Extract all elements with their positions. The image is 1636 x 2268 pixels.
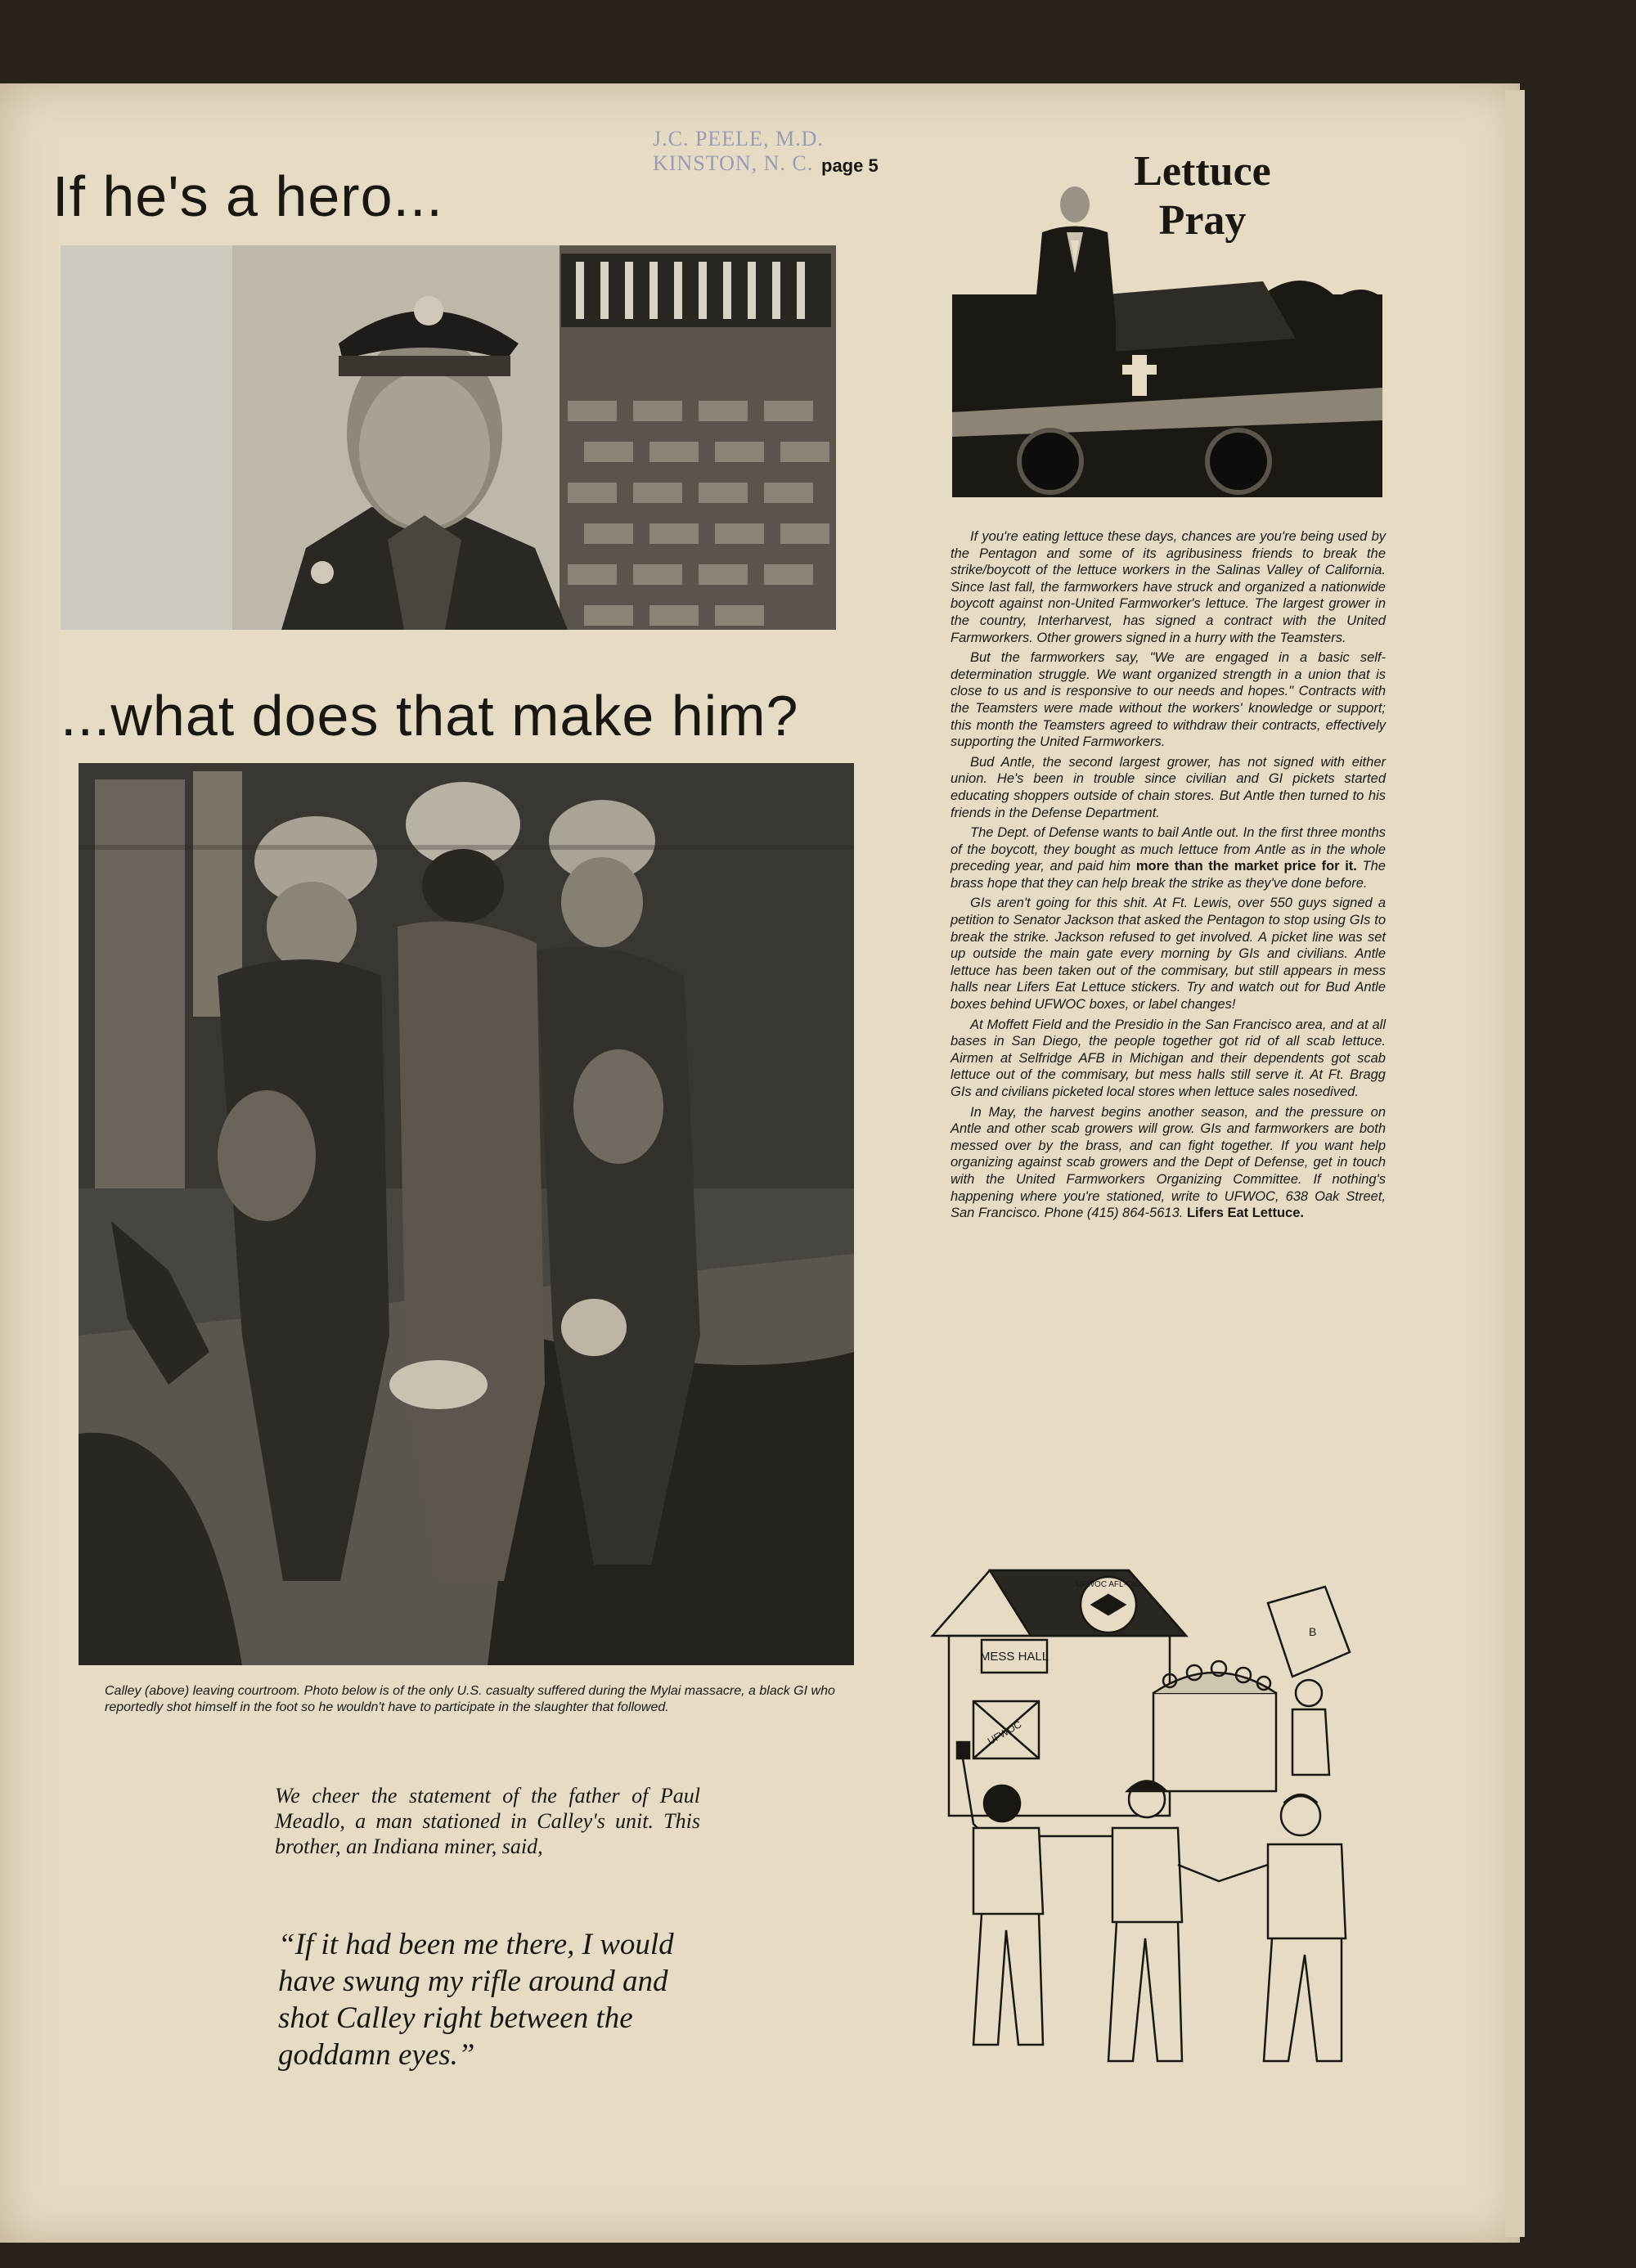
headline-middle: ...what does that make him? <box>61 684 799 748</box>
photo-officer <box>61 245 836 630</box>
article-text: The Dept. of Defense wants to bail Antle out. In the first three months of the boycott, they bought as much lettuce from Antle as in the whole preceding year, and paid him <box>951 825 1386 874</box>
article-paragraph <box>951 824 1386 891</box>
owner-stamp <box>653 127 824 176</box>
intro-text: We cheer the statement of the father of Paul Meadlo, a man stationed in Calley's unit. This brother, an Indiana miner, said, <box>275 1784 700 1858</box>
photo-caption: Calley (above) leaving courtroom. Photo below is of the only U.S. casualty suffered during the Mylai massacre, a black GI who reportedly shot himself in the foot so he wouldn't have to participate in the slaughter that followed. <box>105 1684 835 1714</box>
cartoon-illustration <box>924 1554 1382 2106</box>
article-paragraph: At Moffett Field and the Presidio in the San Francisco area, and at all bases in San Diego, the people together got rid of all scab lettuce. Airmen at Selfridge AFB in Michigan and their dependents got scab lettuce out of the commisary, but mess halls still serve it. At Ft. Bragg GIs and civilians picketed local stores when lettuce sales nosedived. <box>951 1017 1386 1099</box>
article-text: In May, the harvest begins another season, and the pressure on Antle and other scab growers will grow. GIs and farmworkers are both messed over by the brass, and can fight together. If you want help organizing against scab growers and the Dept of Defense, get in touch with the United Farmworkers Organizing Committee. If nothing's happening where you're stationed, write to UFWOC, 638 Oak Street, San Francisco. Phone (415) 864-5613. <box>951 1104 1386 1221</box>
lettuce-title <box>1096 147 1309 245</box>
stamp-line-1: J.C. PEELE, M.D. <box>653 127 824 150</box>
article-paragraph <box>951 1104 1386 1222</box>
article-text: The brass hope that they can help break the strike as they've done before. <box>951 859 1386 891</box>
article-paragraph: GIs aren't going for this shit. At Ft. Lewis, over 550 guys signed a petition to Senator Jackson that asked the Pentagon to stop using GIs to break the strike. Jackson refused to get involved. A picket line was set up outside the main gate every morning by GIs and civilians. Antle lettuce has been taken out of the commisary, but still appears in mess halls near Lifers Eat Lettuce stickers. Try and watch out for Bud Antle boxes behind UFWOC boxes, or label changes! <box>951 896 1386 1013</box>
crate-label: UFWOC <box>985 1718 1024 1747</box>
lettuce-title-line-2: Pray <box>1158 197 1247 244</box>
pull-quote: “If it had been me there, I would have swung my rifle around and shot Calley right between the goddamn eyes.” <box>278 1928 674 2072</box>
headline-top: If he's a hero... <box>52 164 443 228</box>
barrel-label: B <box>1309 1625 1317 1638</box>
roof-emblem-text: UFWOC AFL-CIO <box>1076 1580 1141 1589</box>
lettuce-article <box>951 528 1386 1225</box>
article-bold: more than the market price for it. <box>1135 859 1357 874</box>
photo-soldiers <box>79 763 854 1665</box>
article-paragraph: But the farmworkers say, "We are engaged in a basic self-determination struggle. We want organized strength in a union that is close to us and is responsive to our needs and hopes." Contracts with the Teamsters were made without the workers' knowledge or support; this month the Teamsters agreed to withdraw their contracts, effectively supporting the United Farmworkers. <box>951 650 1386 750</box>
page-number: page 5 <box>821 155 879 176</box>
article-bold: Lifers Eat Lettuce. <box>1186 1206 1304 1221</box>
mess-hall-sign: MESS HALL <box>979 1650 1049 1664</box>
lettuce-title-line-1: Lettuce <box>1134 148 1271 195</box>
paper-edge <box>1505 90 1525 2237</box>
article-paragraph: Bud Antle, the second largest grower, has not signed with either union. He's been in trouble since civilian and GI pickets started educating shoppers outside of chain stores. But Antle then turned to his friends in the Defense Department. <box>951 754 1386 820</box>
stamp-line-2: KINSTON, N. C. <box>653 151 814 175</box>
article-paragraph: If you're eating lettuce these days, chances are you're being used by the Pentagon and some of its agribusiness friends to break the strike/boycott of the lettuce workers in the Salinas Valley of California. Since last fall, the farmworkers have struck and organized a nationwide boycott against non-United Farmworker's lettuce. The largest grower in the country, Interharvest, has signed a contract with the United Farmworkers. Other growers signed in a hurry with the Teamsters. <box>951 529 1386 645</box>
